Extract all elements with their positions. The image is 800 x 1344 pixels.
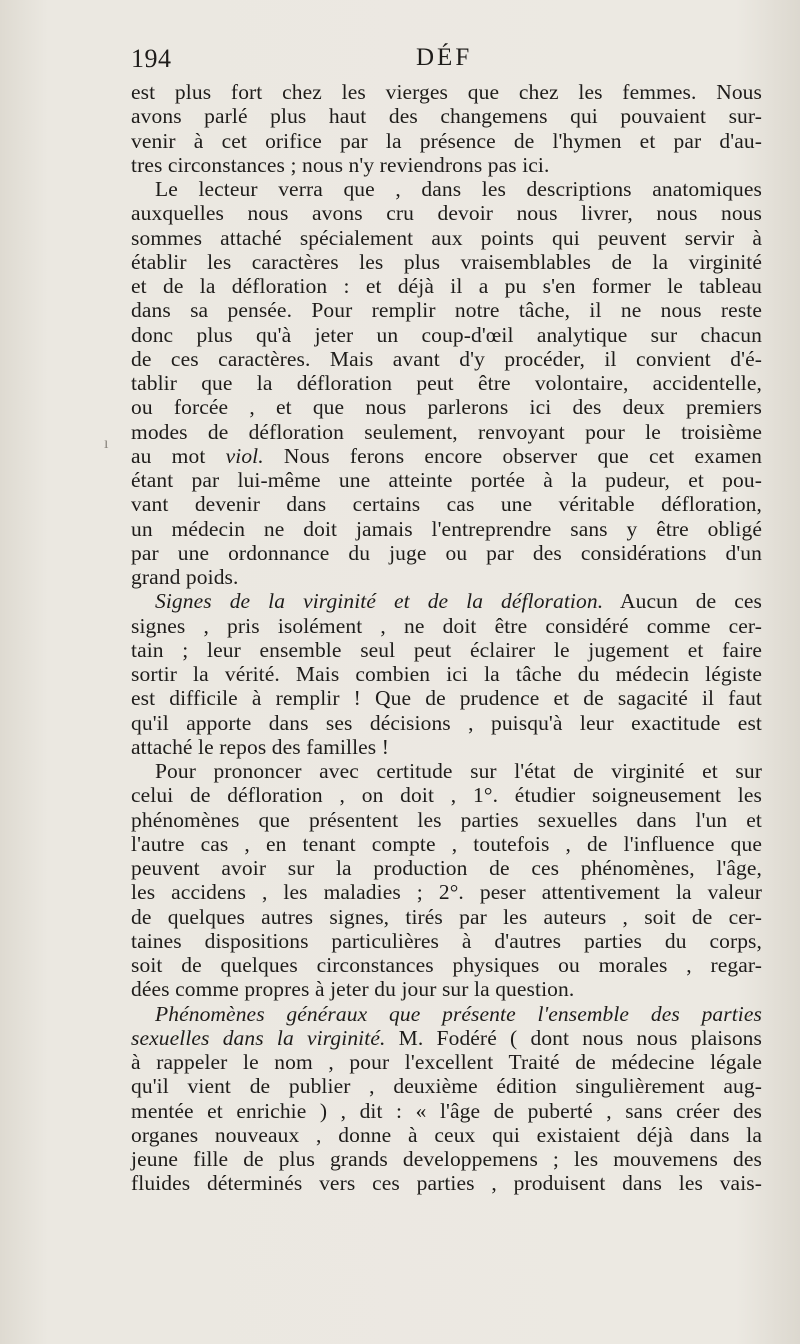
text-line: de ces caractères. Mais avant d'y procéder, il convient d'é-	[131, 346, 762, 371]
margin-mark: ı	[104, 435, 109, 452]
text-line: celui de défloration , on doit , 1°. étudier soigneusement les	[131, 783, 762, 808]
text-line: vant devenir dans certains cas une véritable défloration,	[131, 492, 762, 517]
text-line: donc plus qu'à jeter un coup-d'œil analytique sur chacun	[131, 322, 762, 347]
text-line: sexuelles dans la virginité. M. Fodéré ( dont nous nous plaisons	[131, 1025, 762, 1050]
text-line: avons parlé plus haut des changemens qui pouvaient sur-	[131, 104, 762, 129]
italic-text: Phénomènes généraux que présente l'ensemble des parties	[155, 1001, 762, 1026]
text-line: un médecin ne doit jamais l'entreprendre sans y être obligé	[131, 516, 762, 541]
text-line: Pour prononcer avec certitude sur l'état de virginité et sur	[155, 759, 762, 783]
text-line: au mot viol. Nous ferons encore observer que cet examen	[131, 443, 762, 468]
text-line: dées comme propres à jeter du jour sur la question.	[131, 977, 575, 1002]
italic-text: sexuelles dans la virginité.	[131, 1025, 386, 1050]
text-line: attaché le repos des familles !	[131, 734, 390, 759]
text-line: jeune fille de plus grands developpemens ; les mouvemens des	[131, 1147, 762, 1171]
italic-text: Signes de la virginité et de la défloration.	[155, 589, 604, 614]
text-line: modes de défloration seulement, renvoyant pour le troisième	[131, 419, 762, 444]
text-line: l'autre cas , en tenant compte , toutefois , de l'influence que	[131, 831, 762, 856]
text-line: qu'il vient de publier , deuxième édition singulièrement aug-	[131, 1074, 762, 1099]
text-line: venir à cet orifice par la présence de l'hymen et par d'au-	[131, 128, 762, 153]
text-line: tablir que la défloration peut être volontaire, accidentelle,	[131, 371, 762, 395]
text-line: Signes de la virginité et de la défloration. Aucun de ces	[155, 589, 762, 614]
text-line: établir les caractères les plus vraisemblables de la virginité	[131, 249, 762, 274]
text-line: est difficile à remplir ! Que de prudence et de sagacité il faut	[131, 686, 762, 711]
text-line: sommes attaché spécialement aux points qui peuvent servir à	[131, 225, 762, 250]
text-line: soit de quelques circonstances physiques ou morales , regar-	[131, 953, 762, 977]
text-line: phénomènes que présentent les parties sexuelles dans l'un et	[131, 807, 762, 832]
text-line: Le lecteur verra que , dans les descriptions anatomiques	[155, 177, 762, 201]
text-line: peuvent avoir sur la production de ces phénomènes, l'âge,	[131, 856, 762, 880]
text-line: auxquelles nous avons cru devoir nous livrer, nous nous	[131, 201, 762, 226]
text-line: ou forcée , et que nous parlerons ici des deux premiers	[131, 395, 762, 420]
text-line: sortir la vérité. Mais combien ici la tâche du médecin légiste	[131, 662, 762, 686]
page-header	[131, 44, 760, 78]
text-line: et de la défloration : et déjà il a pu s'en former le tableau	[131, 274, 762, 298]
text-line: tain ; leur ensemble seul peut éclairer le jugement et faire	[131, 637, 762, 662]
text-line: étant par lui-même une atteinte portée à la pudeur, et pou-	[131, 468, 762, 492]
body-text	[131, 80, 762, 1196]
italic-text: viol.	[225, 443, 264, 468]
text-line: tres circonstances ; nous n'y reviendrons pas ici.	[131, 152, 550, 177]
text-line: fluides déterminés vers ces parties , produisent dans les vais-	[131, 1171, 762, 1196]
text-line: est plus fort chez les vierges que chez les femmes. Nous	[131, 80, 762, 104]
text-line: organes nouveaux , donne à ceux qui existaient déjà dans la	[131, 1122, 762, 1147]
text-line: dans sa pensée. Pour remplir notre tâche, il ne nous reste	[131, 298, 762, 323]
page-number: 194	[131, 44, 172, 73]
text-line: de quelques autres signes, tirés par les auteurs , soit de cer-	[131, 904, 762, 929]
text-line: par une ordonnance du juge ou par des considérations d'un	[131, 540, 762, 565]
running-head: DÉF	[416, 44, 473, 71]
text-line: taines dispositions particulières à d'autres parties du corps,	[131, 928, 762, 953]
text-line: qu'il apporte dans ses décisions , puisqu'à leur exactitude est	[131, 710, 762, 735]
text-line: à rappeler le nom , pour l'excellent Traité de médecine légale	[131, 1050, 762, 1074]
text-line: signes , pris isolément , ne doit être considéré comme cer-	[131, 613, 762, 638]
text-line	[131, 1002, 762, 1026]
text-line: mentée et enrichie ) , dit : « l'âge de puberté , sans créer des	[131, 1098, 762, 1123]
text-line: les accidens , les maladies ; 2°. peser attentivement la valeur	[131, 880, 762, 905]
text-line: grand poids.	[131, 565, 239, 589]
